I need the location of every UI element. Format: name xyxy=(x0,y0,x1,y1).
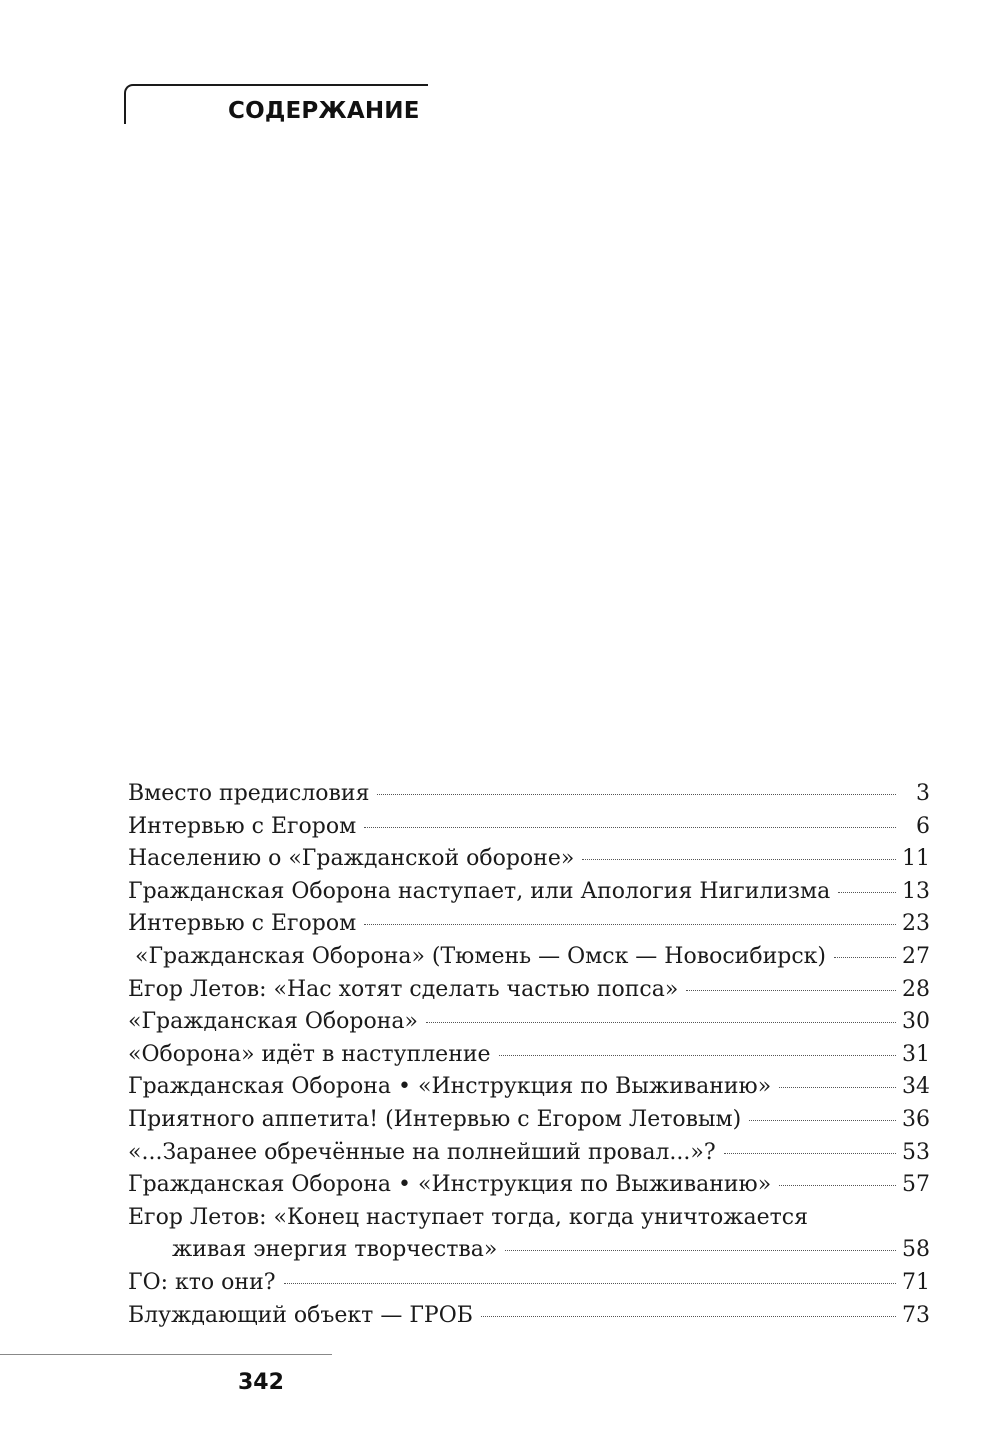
toc-entry[interactable] xyxy=(128,941,930,974)
toc-entry-title: Гражданская Оборона наступает, или Апология Нигилизма xyxy=(128,878,831,904)
page-number: 342 xyxy=(238,1370,284,1395)
page-title: СОДЕРЖАНИЕ xyxy=(228,98,420,124)
toc-entry-page: 30 xyxy=(902,1009,930,1035)
toc-entry[interactable] xyxy=(128,1104,930,1137)
table-of-contents xyxy=(128,778,930,1332)
dot-leader xyxy=(749,1120,896,1121)
toc-entry-title: «...Заранее обречённые на полнейший провал...»? xyxy=(128,1139,716,1165)
toc-entry[interactable] xyxy=(128,1137,930,1170)
toc-entry[interactable] xyxy=(128,876,930,909)
toc-entry-page: 31 xyxy=(902,1041,930,1067)
toc-entry-title: ГО: кто они? xyxy=(128,1269,276,1295)
toc-entry-title: Блуждающий объект — ГРОБ xyxy=(128,1302,473,1328)
toc-entry[interactable] xyxy=(128,1300,930,1333)
dot-leader xyxy=(779,1185,896,1186)
toc-entry-page: 53 xyxy=(902,1139,930,1165)
dot-leader xyxy=(834,957,896,958)
toc-entry-continuation[interactable] xyxy=(128,1234,930,1267)
dot-leader xyxy=(686,990,896,991)
toc-entry-title: Егор Летов: «Нас хотят сделать частью попса» xyxy=(128,976,679,1002)
toc-entry-page: 57 xyxy=(902,1172,930,1198)
toc-entry[interactable] xyxy=(128,811,930,844)
dot-leader xyxy=(582,859,896,860)
toc-entry-page: 13 xyxy=(902,878,930,904)
dot-leader xyxy=(426,1022,896,1023)
toc-entry-page: 11 xyxy=(902,846,930,872)
dot-leader xyxy=(284,1283,896,1284)
dot-leader xyxy=(505,1250,896,1251)
toc-entry[interactable] xyxy=(128,843,930,876)
toc-entry-title: Гражданская Оборона • «Инструкция по Выживанию» xyxy=(128,1172,772,1198)
toc-entry[interactable] xyxy=(128,1169,930,1202)
toc-entry[interactable] xyxy=(128,778,930,811)
toc-entry-page: 34 xyxy=(902,1074,930,1100)
toc-entry[interactable] xyxy=(128,1039,930,1072)
toc-entry-title: «Гражданская Оборона» (Тюмень — Омск — Новосибирск) xyxy=(128,943,826,969)
toc-entry-page: 58 xyxy=(902,1237,930,1263)
toc-entry[interactable] xyxy=(128,908,930,941)
toc-entry-title: «Оборона» идёт в наступление xyxy=(128,1041,491,1067)
dot-leader xyxy=(364,924,896,925)
toc-entry-title: Интервью с Егором xyxy=(128,813,357,839)
toc-entry-title: Гражданская Оборона • «Инструкция по Выживанию» xyxy=(128,1074,772,1100)
toc-entry-page: 36 xyxy=(902,1106,930,1132)
toc-entry-title: Егор Летов: «Конец наступает тогда, когда уничтожается xyxy=(128,1204,808,1230)
toc-entry-page: 27 xyxy=(902,943,930,969)
dot-leader xyxy=(838,892,896,893)
footer-rule xyxy=(0,1354,332,1355)
dot-leader xyxy=(364,827,896,828)
toc-entry-page: 6 xyxy=(916,813,930,839)
toc-entry-page: 73 xyxy=(902,1302,930,1328)
dot-leader xyxy=(499,1055,896,1056)
toc-entry-title: Населению о «Гражданской обороне» xyxy=(128,846,575,872)
toc-entry-page: 3 xyxy=(916,781,930,806)
toc-entry-page: 23 xyxy=(902,911,930,937)
dot-leader xyxy=(377,794,896,795)
toc-entry-title-continuation: живая энергия творчества» xyxy=(172,1237,498,1263)
toc-entry-page: 28 xyxy=(902,976,930,1002)
toc-entry-page: 71 xyxy=(902,1269,930,1295)
toc-entry[interactable] xyxy=(128,1071,930,1104)
toc-entry-title: «Гражданская Оборона» xyxy=(128,1009,418,1035)
dot-leader xyxy=(724,1153,896,1154)
toc-entry-title: Интервью с Егором xyxy=(128,911,357,937)
dot-leader xyxy=(779,1087,896,1088)
toc-entry-title: Вместо предисловия xyxy=(128,781,370,806)
toc-entry-title: Приятного аппетита! (Интервью с Егором Летовым) xyxy=(128,1106,742,1132)
toc-entry[interactable] xyxy=(128,1267,930,1300)
dot-leader xyxy=(481,1316,896,1317)
toc-entry[interactable] xyxy=(128,1006,930,1039)
toc-entry-first-line[interactable] xyxy=(128,1202,930,1235)
toc-entry[interactable] xyxy=(128,974,930,1007)
